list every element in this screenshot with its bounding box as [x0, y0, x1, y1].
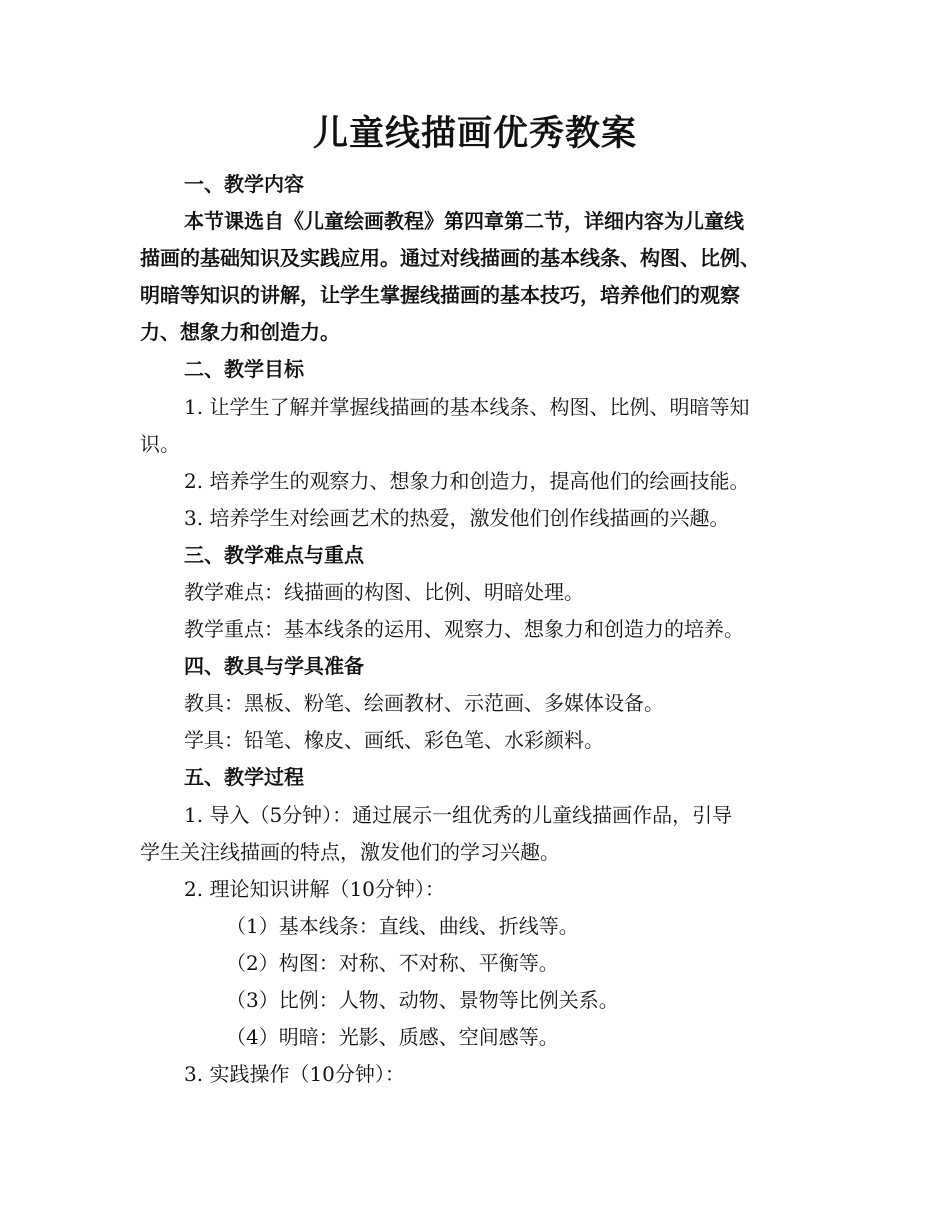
list-item: 1. 导入（5分钟）：通过展示一组优秀的儿童线描画作品，引导: [184, 803, 733, 827]
paragraph-line: 本节课选自《儿童绘画教程》第四章第二节，详细内容为儿童线: [184, 209, 744, 233]
section-heading: 五、教学过程: [184, 765, 304, 789]
list-item-continuation: 学生关注线描画的特点，激发他们的学习兴趣。: [140, 840, 560, 864]
sub-list-item: （3）比例：人物、动物、景物等比例关系。: [226, 988, 619, 1012]
paragraph-line: 学具：铅笔、橡皮、画纸、彩色笔、水彩颜料。: [184, 728, 604, 752]
section-heading: 三、教学难点与重点: [184, 543, 364, 567]
paragraph-line: 教学重点：基本线条的运用、观察力、想象力和创造力的培养。: [184, 617, 744, 641]
section-heading: 一、教学内容: [184, 172, 304, 196]
document-title: 儿童线描画优秀教案: [312, 113, 637, 154]
sub-list-item: （2）构图：对称、不对称、平衡等。: [226, 951, 559, 975]
sub-list-item: （1）基本线条：直线、曲线、折线等。: [226, 914, 579, 938]
paragraph-line: 教学难点：线描画的构图、比例、明暗处理。: [184, 580, 584, 604]
list-item: 2. 理论知识讲解（10分钟）：: [184, 877, 445, 901]
list-item: 2. 培养学生的观察力、想象力和创造力，提高他们的绘画技能。: [184, 469, 750, 493]
paragraph-line: 教具：黑板、粉笔、绘画教材、示范画、多媒体设备。: [184, 691, 664, 715]
section-heading: 四、教具与学具准备: [184, 654, 364, 678]
section-heading: 二、教学目标: [184, 357, 304, 381]
list-item-continuation: 识。: [140, 432, 180, 456]
list-item: 3. 实践操作（10分钟）：: [184, 1062, 405, 1086]
paragraph-line: 描画的基础知识及实践应用。通过对线描画的基本线条、构图、比例、: [140, 246, 760, 270]
paragraph-line: 力、想象力和创造力。: [140, 320, 340, 344]
list-item: 3. 培养学生对绘画艺术的热爱，激发他们创作线描画的兴趣。: [184, 506, 730, 530]
sub-list-item: （4）明暗：光影、质感、空间感等。: [226, 1025, 559, 1049]
paragraph-line: 明暗等知识的讲解，让学生掌握线描画的基本技巧，培养他们的观察: [140, 283, 740, 307]
list-item: 1. 让学生了解并掌握线描画的基本线条、构图、比例、明暗等知: [184, 395, 750, 419]
